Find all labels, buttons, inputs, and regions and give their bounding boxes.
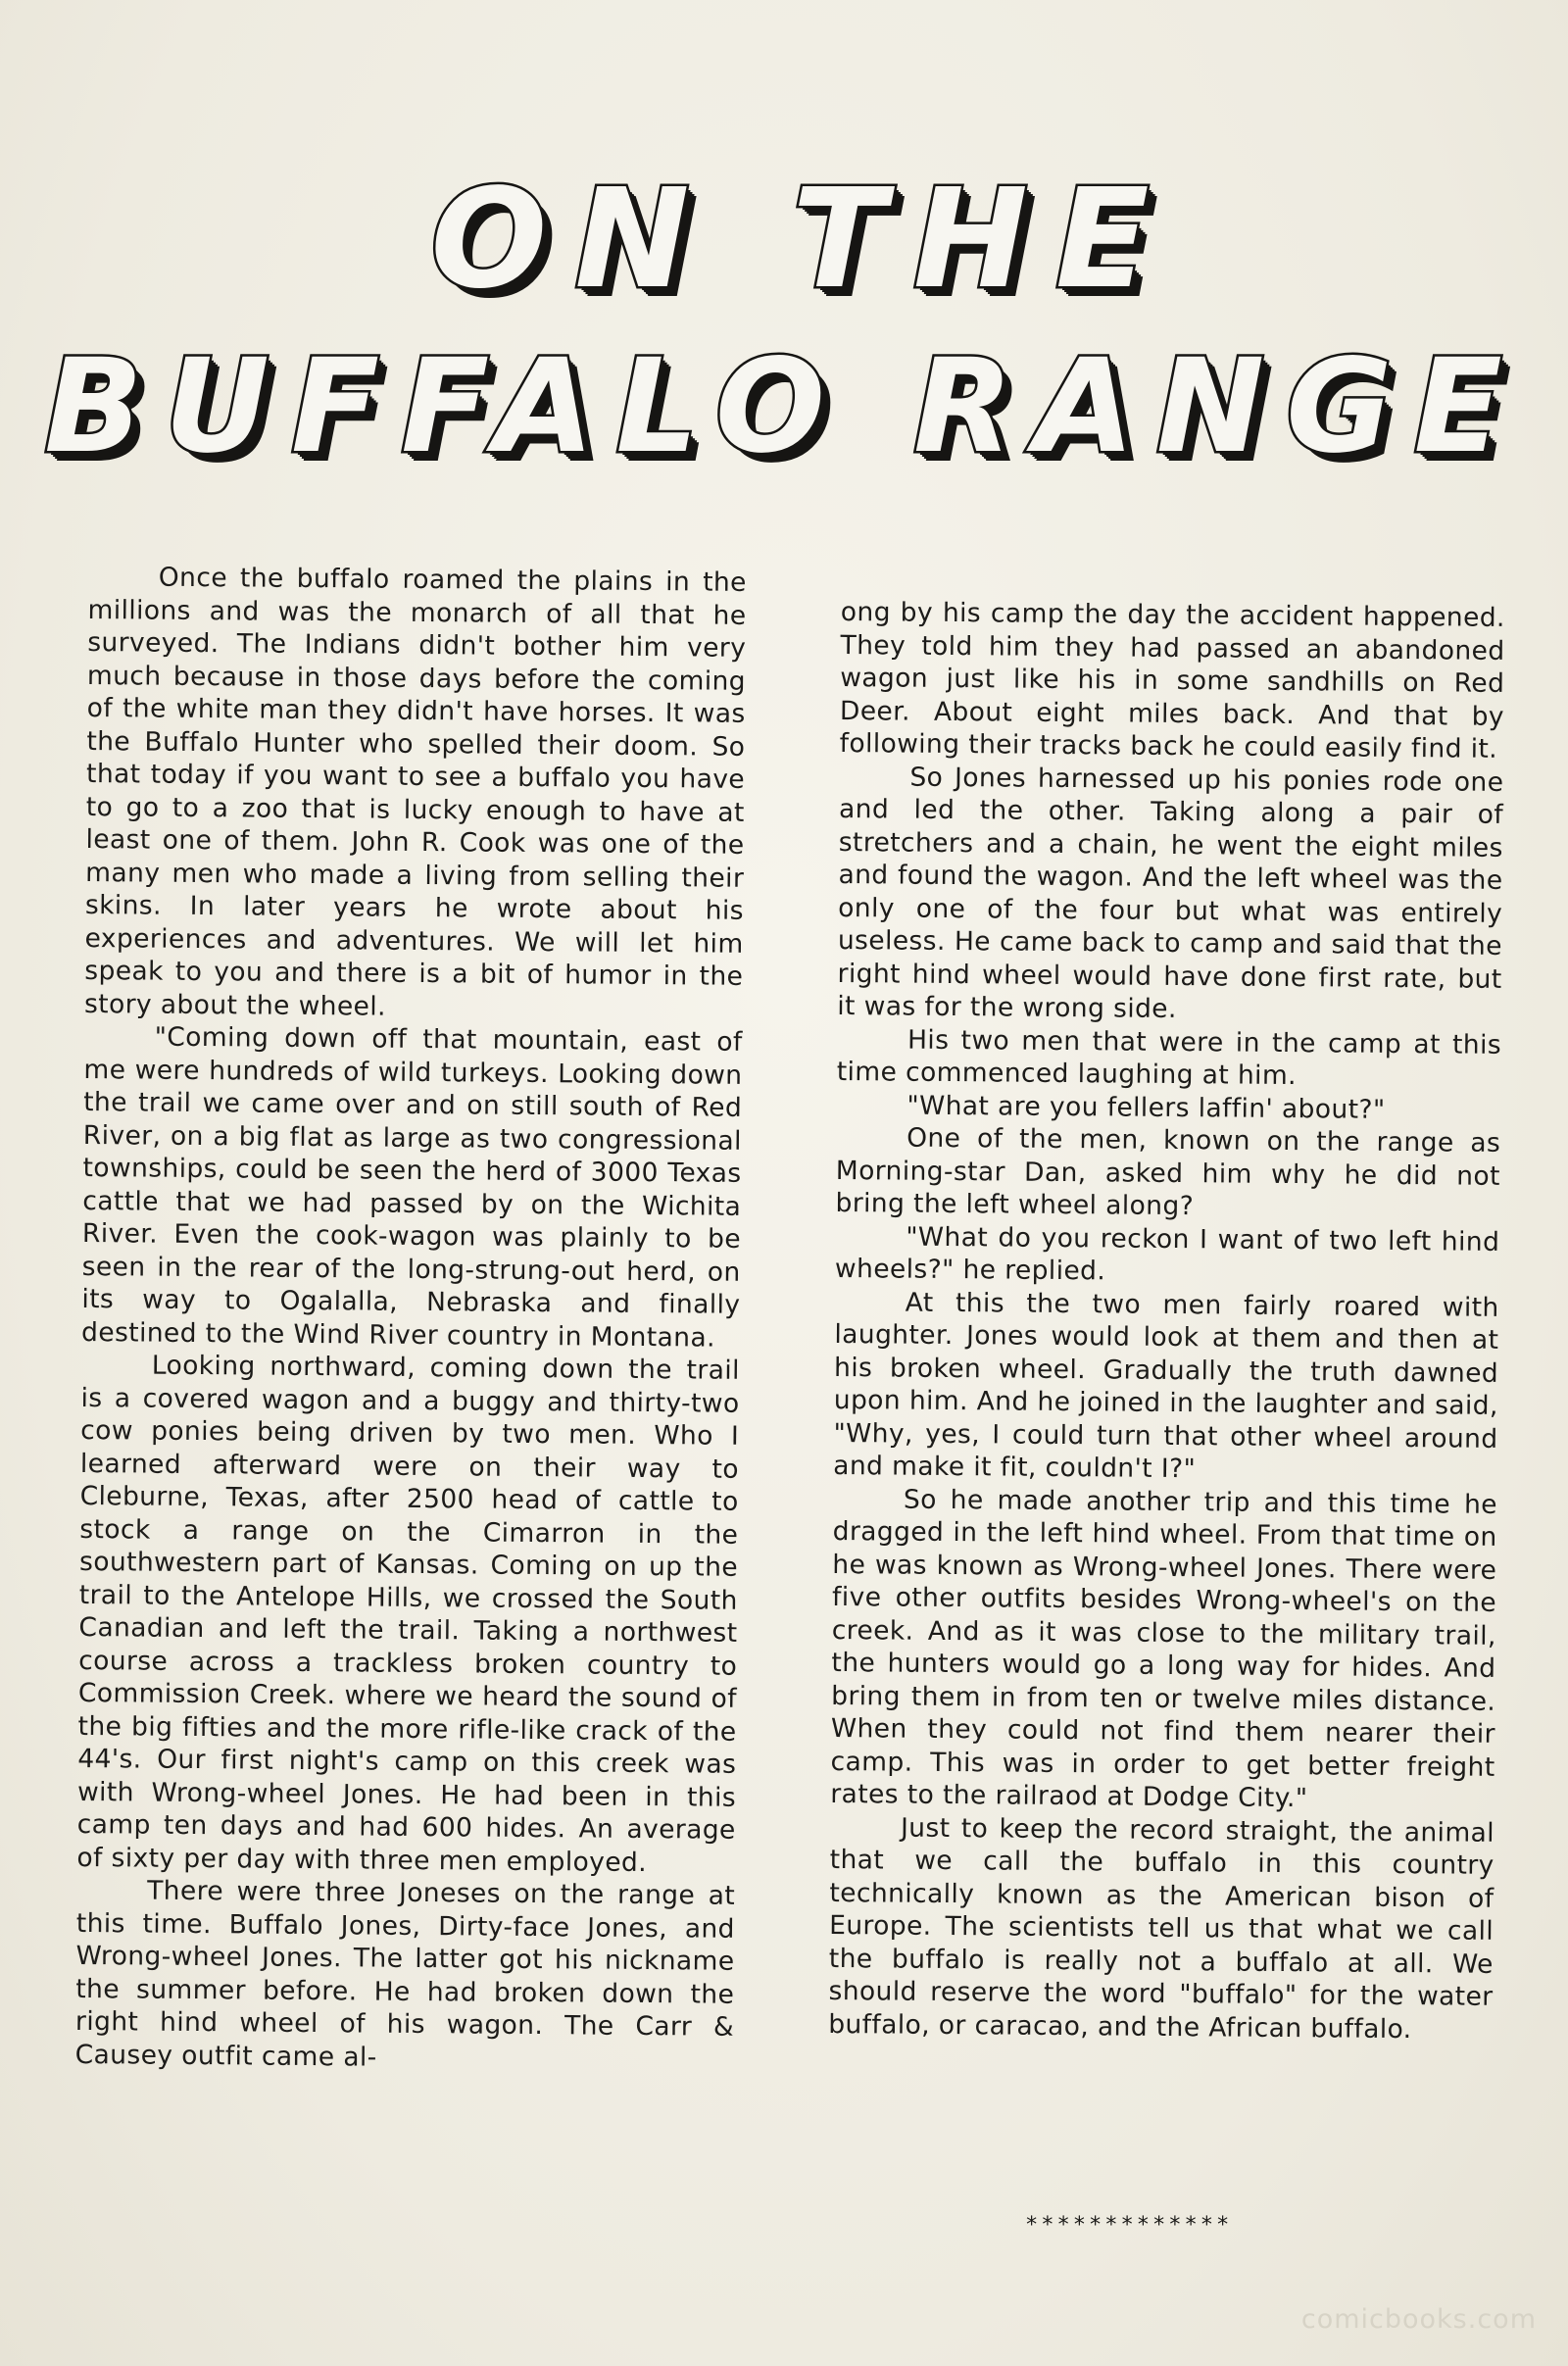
paragraph: Just to keep the record straight, the animal that we call the buffalo in this country technically known as the American bison of Europe. The scientists tell us that what we call the buffalo is really not a buffalo at all. We should reserve the word "buffalo" for the water buffalo, or caracao, and the African buffalo. <box>828 1812 1495 2045</box>
title-line-2: BUFFALO RANGE <box>44 331 1524 482</box>
article-left-column <box>75 561 747 2077</box>
paragraph: "What are you fellers laffin' about?" <box>906 1090 1386 1125</box>
paragraph: One of the men, known on the range as Morning-star Dan, asked him why he did not bring the left wheel along? <box>835 1122 1501 1222</box>
watermark: comicbooks.com <box>1300 2304 1537 2335</box>
paragraph: "Coming down off that mountain, east of me were hundreds of wild turkeys. Looking down the trail we came over and on still south of Red River, on a big flat as large as two congressional townships, could be seen the herd of 3000 Texas cattle that we had passed by on the Wichita River. Even the cook-wagon was plainly to be seen in the rear of the long-strung-out herd, on its way to Ogalalla, Nebraska and finally destined to the Wind River country in Montana. <box>80 1021 743 1354</box>
paragraph: "What do you reckon I want of two left hind wheels?" he replied. <box>834 1221 1500 1287</box>
paragraph: At this the two men fairly roared with laughter. Jones would look at them and then at his broken wheel. Gradually the truth dawned upon him. And he joined in the laughter and said, "Why, yes, I could turn that other wheel around and make it fit, couldn't I?" <box>833 1287 1499 1485</box>
article-right-column <box>828 596 1505 2046</box>
paragraph: So Jones harnessed up his ponies rode one and led the other. Taking along a pair of stretchers and a chain, he went the eight miles and found the wagon. And the left wheel was the only one of the four but what was entirely useless. He came back to camp and said that the right hind wheel would have done first rate, but it was for the wrong side. <box>837 762 1504 1025</box>
paragraph: Once the buffalo roamed the plains in the millions and was the monarch of all that he surveyed. The Indians didn't bother him very much because in those days before the coming of the white man they didn't have horses. It was the Buffalo Hunter who spelled their doom. So that today if you want to see a buffalo you have to go to a zoo that is lucky enough to have at least one of them. John R. Cook was one of the many men who made a living from selling their skins. In later years he wrote about his experiences and adventures. We will let him speak to you and there is a bit of humor in the story about the wheel. <box>83 562 747 1022</box>
paragraph: There were three Joneses on the range at this time. Buffalo Jones, Dirty-face Jones, and Wrong-wheel Jones. The latter got his nickname the summer before. He had broken down the right hind wheel of his wagon. The Carr & Causey outfit came al- <box>74 1875 736 2073</box>
title-block <box>0 147 1568 500</box>
end-mark: ************* <box>1025 2213 1233 2238</box>
paragraph: His two men that were in the camp at this time commenced laughing at him. <box>836 1024 1502 1092</box>
paragraph: So he made another trip and this time he dragged in the left hind wheel. From that time on he was known as Wrong-wheel Jones. There were five other outfits besides Wrong-wheel's on the creek. And as it was close to the military trail, the hunters would go a long way for hides. And bring them in from ten or twelve miles distance. When they could not find them nearer their camp. This was in order to get better freight rates to the railraod at Dodge City." <box>830 1484 1498 1814</box>
paragraph: Looking northward, coming down the trail is a covered wagon and a buggy and thirty-two cow ponies being driven by two men. Who I learned afterward were on their way to Cleburne, Texas, after 2500 head of cattle to stock a range on the Cimarron in the southwestern part of Kansas. Coming on up the trail to the Antelope Hills, we crossed the South Canadian and left the trail. Taking a northwest course across a trackless broken country to Commission Creek. where we heard the sound of the big fifties and the more rifle-like crack of the 44's. Our first night's camp on this creek was with Wrong-wheel Jones. He had been in this camp ten days and had 600 hides. An average of sixty per day with three men employed. <box>76 1350 740 1878</box>
paragraph-continued: ong by his camp the day the accident happened. They told him they had passed an abandoned wagon just like his in some sandhills on Red Deer. About eight miles back. And that by following their tracks back he could easily find it. <box>839 596 1505 764</box>
title-line-1: ON THE <box>430 160 1177 320</box>
